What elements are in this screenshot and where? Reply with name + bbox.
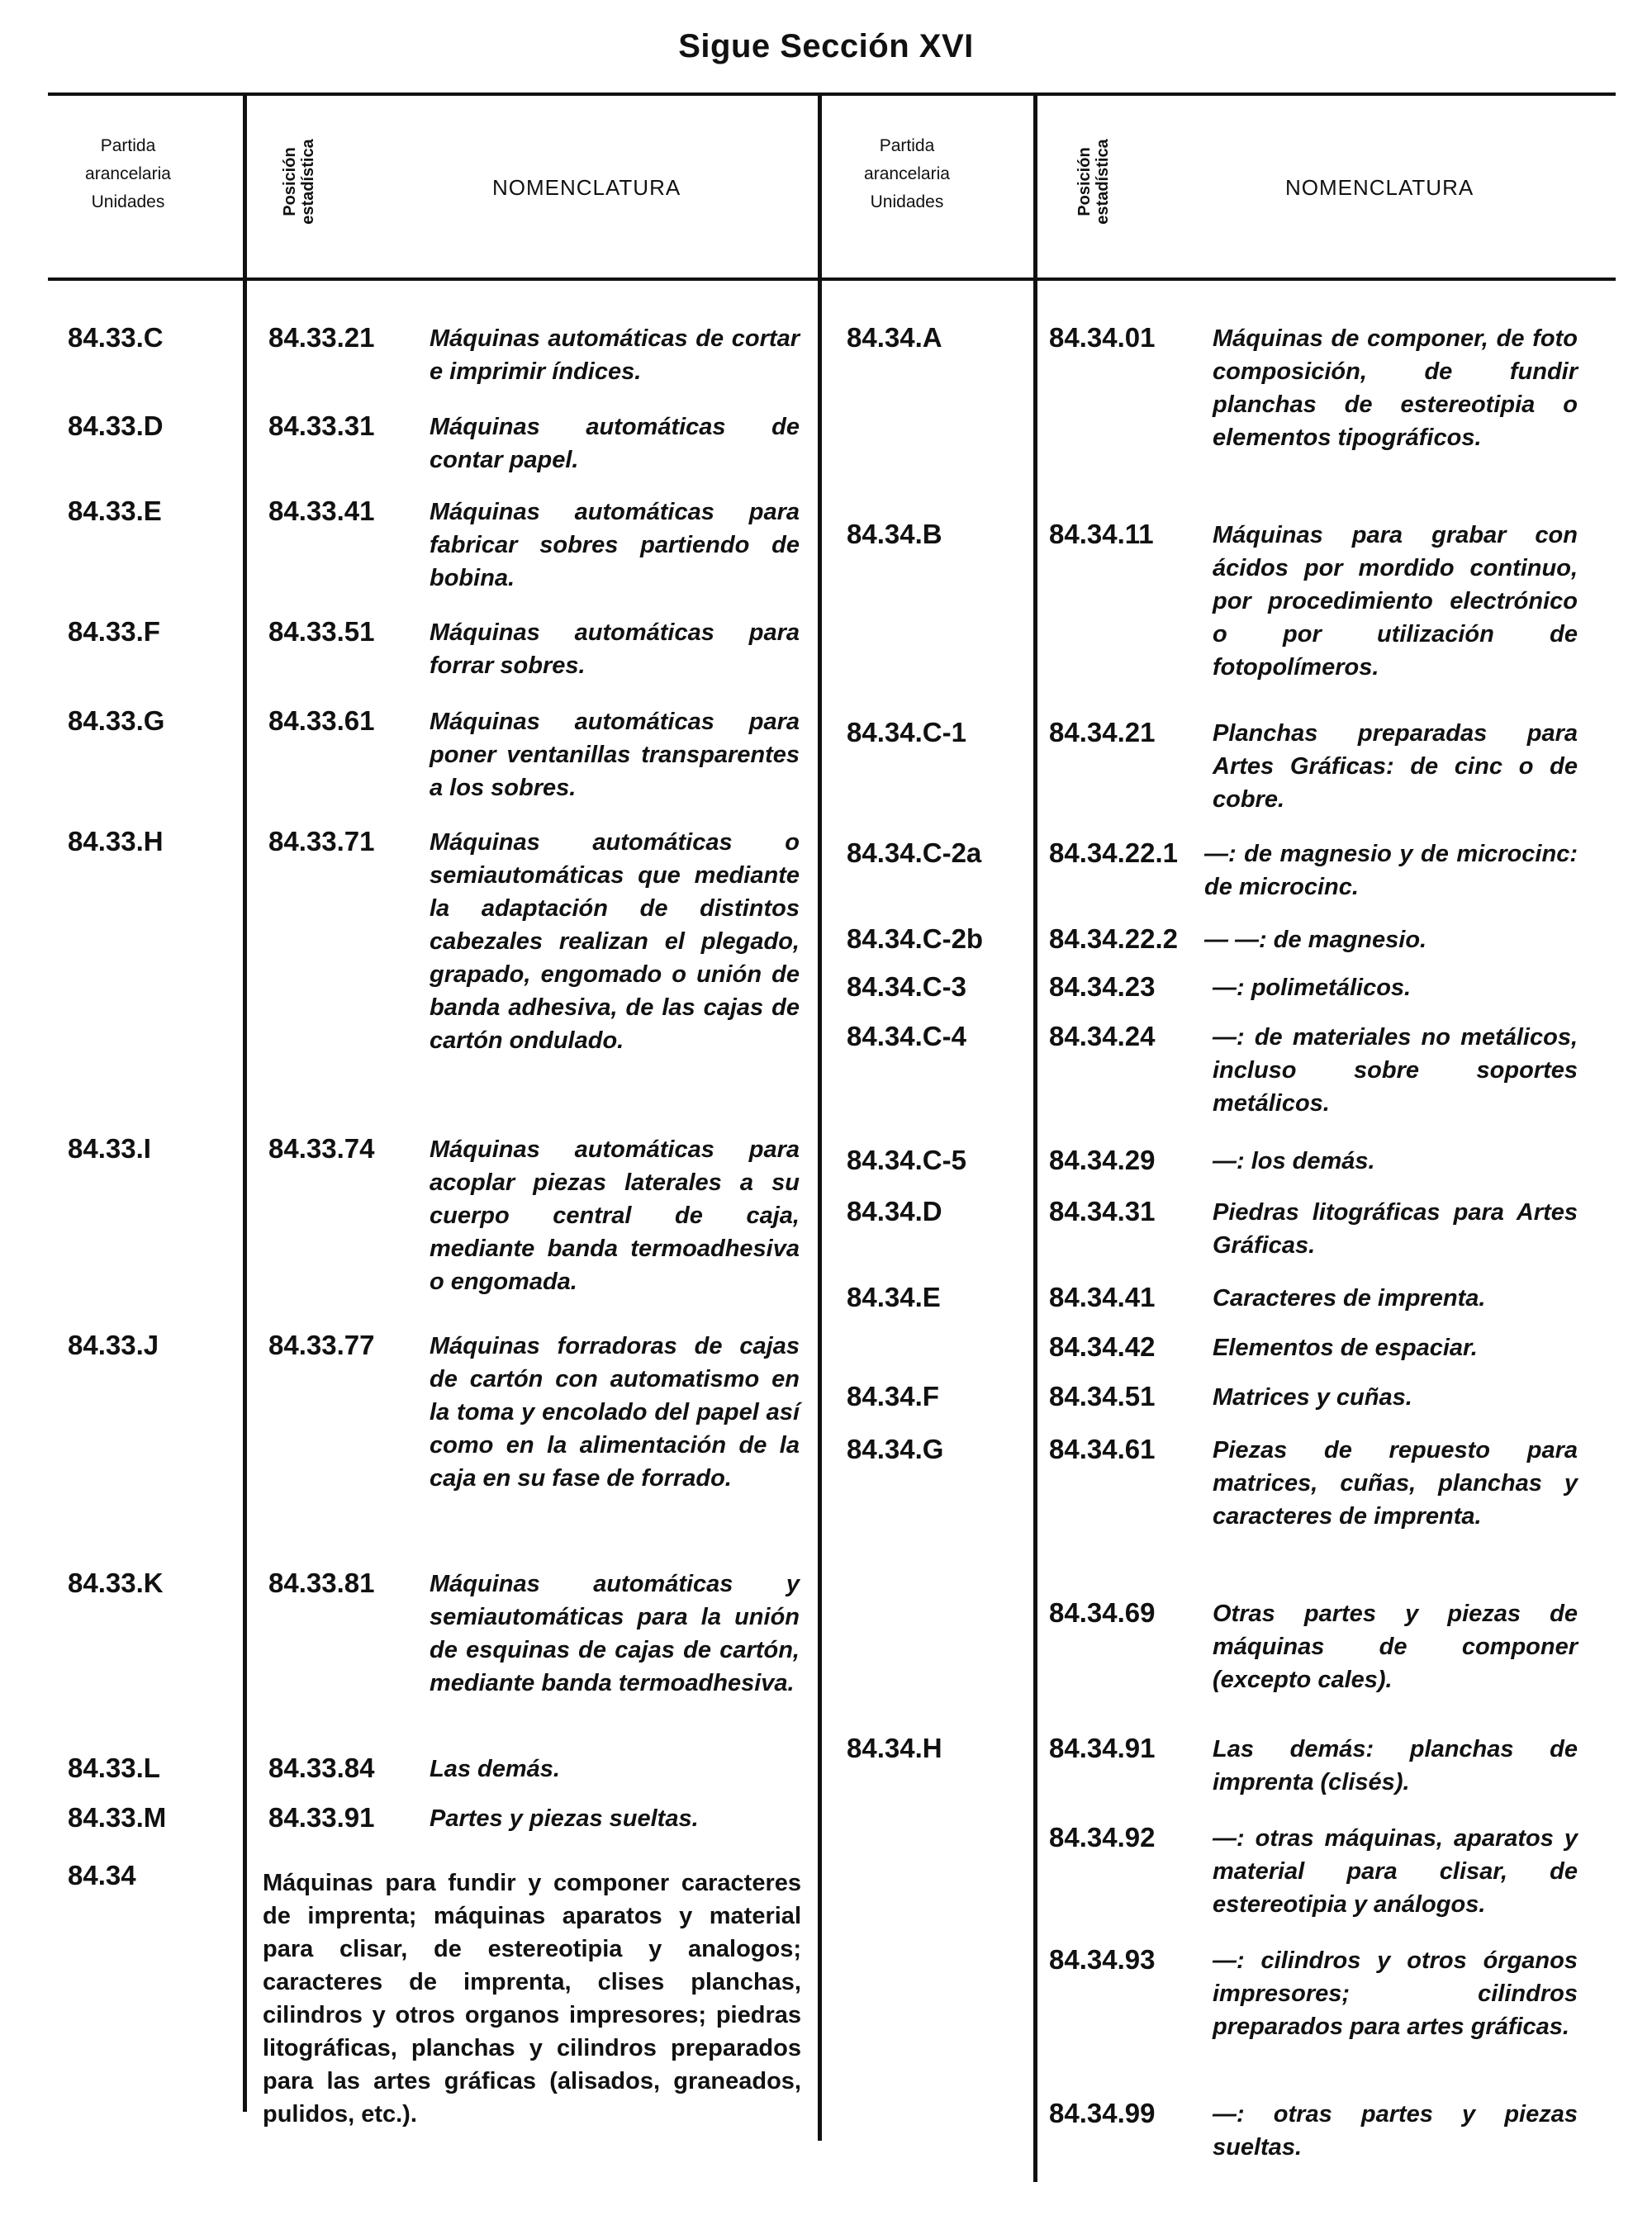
header-partida-right — [828, 132, 985, 216]
left-posicion-code: 84.33.71 — [268, 826, 375, 856]
left-posicion-code: 84.33.84 — [268, 1753, 375, 1783]
right-row-description: —: los demás. — [1213, 1148, 1375, 1174]
header-posicion-line-1: Posición — [1075, 147, 1094, 216]
right-partida-code: 84.34.C-3 — [847, 971, 966, 1002]
header-posicion-left — [281, 116, 317, 248]
right-row-description: —: cilindros y otros órganos impresores; cilindros preparados para artes gráficas. — [1213, 1947, 1578, 2040]
right-posicion-code: 84.34.21 — [1049, 717, 1156, 747]
right-partida-code: 84.34.H — [847, 1733, 942, 1763]
left-posicion-code: 84.33.21 — [268, 322, 375, 353]
left-row-description: Máquinas automáticas para fabricar sobres partiendo de bobina. — [430, 499, 800, 591]
left-partida-code: 84.33.E — [68, 496, 162, 526]
right-posicion-code: 84.34.99 — [1049, 2098, 1156, 2128]
right-posicion-code: 84.34.91 — [1049, 1733, 1156, 1763]
right-partida-code: 84.34.G — [847, 1434, 944, 1464]
right-row-description: —: de magnesio y de microcinc: de microcinc. — [1204, 841, 1578, 900]
header-partida-line-3: Unidades — [91, 192, 165, 211]
left-posicion-code: 84.33.91 — [268, 1802, 375, 1833]
left-partida-code: 84.33.J — [68, 1330, 159, 1360]
left-row-description: Máquinas automáticas para acoplar piezas laterales a su cuerpo central de caja, mediante banda termoadhesiva o engomada. — [430, 1136, 800, 1295]
header-posicion-right — [1075, 116, 1112, 248]
right-posicion-code: 84.34.92 — [1049, 1822, 1156, 1852]
right-row-description: —: de materiales no metálicos, incluso sobre soportes metálicos. — [1213, 1024, 1578, 1117]
left-posicion-code: 84.33.31 — [268, 410, 375, 441]
right-row-description: Matrices y cuñas. — [1213, 1384, 1412, 1411]
right-partida-code: 84.34.C-5 — [847, 1145, 966, 1175]
right-row-description: Otras partes y piezas de máquinas de componer (excepto cales). — [1213, 1601, 1578, 1693]
right-partida-code: 84.34.C-1 — [847, 717, 966, 747]
right-row-description: Caracteres de imprenta. — [1213, 1285, 1486, 1312]
right-row-description: Elementos de espaciar. — [1213, 1335, 1478, 1361]
left-partida-code: 84.33.G — [68, 705, 165, 736]
header-posicion-line-2: estadística — [1094, 139, 1112, 225]
left-partida-code: 84.33.M — [68, 1802, 167, 1833]
right-partida-code: 84.34.C-2a — [847, 837, 982, 868]
right-posicion-code: 84.34.11 — [1049, 519, 1154, 549]
right-partida-code: 84.34.E — [847, 1282, 941, 1312]
left-row-description: Máquinas automáticas para forrar sobres. — [430, 619, 800, 679]
right-posicion-code: 84.34.69 — [1049, 1597, 1156, 1628]
left-partida-code: 84.33.H — [68, 826, 164, 856]
heading-partida-code: 84.34 — [68, 1860, 136, 1890]
right-partida-code: 84.34.A — [847, 322, 942, 353]
right-row-description: —: otras máquinas, aparatos y material para clisar, de estereotipia y análogos. — [1213, 1825, 1578, 1918]
right-posicion-code: 84.34.24 — [1049, 1021, 1156, 1051]
left-row-description: Máquinas automáticas de contar papel. — [430, 414, 800, 473]
left-row-description: Máquinas automáticas de cortar e imprimir índices. — [430, 325, 800, 385]
left-partida-code: 84.33.I — [68, 1133, 151, 1164]
left-partida-code: 84.33.F — [68, 616, 160, 647]
right-row-description: —: otras partes y piezas sueltas. — [1213, 2101, 1578, 2161]
right-row-description: Máquinas para grabar con ácidos por mordido continuo, por procedimiento electrónico o por utilización de fotopolímeros. — [1213, 522, 1578, 681]
left-row-description: Máquinas automáticas y semiautomáticas para la unión de esquinas de cajas de cartón, mediante banda termoadhesiva. — [430, 1571, 800, 1696]
header-partida-line-1: Partida — [100, 136, 156, 155]
header-partida-line-3: Unidades — [870, 192, 944, 211]
right-partida-code: 84.34.D — [847, 1196, 942, 1226]
right-posicion-code: 84.34.01 — [1049, 322, 1156, 353]
right-partida-code: 84.34.C-4 — [847, 1021, 966, 1051]
right-posicion-code: 84.34.22.2 — [1049, 923, 1178, 954]
left-posicion-code: 84.33.51 — [268, 616, 375, 647]
left-partida-code: 84.33.D — [68, 410, 164, 441]
header-nomenclatura-right: NOMENCLATURA — [1285, 175, 1474, 200]
header-partida-line-2: arancelaria — [864, 164, 950, 183]
left-row-description: Partes y piezas sueltas. — [430, 1805, 699, 1832]
right-row-description: Planchas preparadas para Artes Gráficas: de cinc o de cobre. — [1213, 720, 1578, 813]
table-top-rule — [48, 92, 1616, 96]
header-partida-line-2: arancelaria — [85, 164, 171, 183]
right-row-description: Las demás: planchas de imprenta (clisés). — [1213, 1736, 1578, 1795]
left-row-description: Máquinas forradoras de cajas de cartón con automatismo en la toma y encolado del papel así como en la alimentación de la caja en su fase de forrado. — [430, 1333, 800, 1492]
header-posicion-line-2: estadística — [299, 139, 317, 225]
right-posicion-code: 84.34.93 — [1049, 1944, 1156, 1975]
right-row-description: Piezas de repuesto para matrices, cuñas, planchas y caracteres de imprenta. — [1213, 1437, 1578, 1530]
right-posicion-code: 84.34.23 — [1049, 971, 1156, 1002]
left-row-description: Máquinas automáticas o semiautomáticas que mediante la adaptación de distintos cabezales realizan el plegado, grapado, engomado o unión de banda adhesiva, de las cajas de cartón ondulado. — [430, 829, 800, 1054]
header-partida-left — [50, 132, 206, 216]
left-partida-code: 84.33.K — [68, 1568, 164, 1598]
left-row-description: Máquinas automáticas para poner ventanillas transparentes a los sobres. — [430, 709, 800, 801]
left-posicion-code: 84.33.61 — [268, 705, 375, 736]
right-posicion-code: 84.34.61 — [1049, 1434, 1156, 1464]
header-partida-line-1: Partida — [879, 136, 935, 155]
right-row-description: Piedras litográficas para Artes Gráficas. — [1213, 1199, 1578, 1259]
right-posicion-code: 84.34.22.1 — [1049, 837, 1178, 868]
header-posicion-line-1: Posición — [281, 147, 299, 216]
right-posicion-code: 84.34.51 — [1049, 1381, 1156, 1411]
left-posicion-code: 84.33.77 — [268, 1330, 375, 1360]
right-row-description: Máquinas de componer, de foto composición, de fundir planchas de estereotipia o elementos tipográficos. — [1213, 325, 1578, 451]
header-nomenclatura-left: NOMENCLATURA — [492, 175, 681, 200]
right-posicion-code: 84.34.31 — [1049, 1196, 1156, 1226]
right-row-description: — —: de magnesio. — [1204, 927, 1427, 953]
column-divider-middle — [818, 92, 822, 2141]
right-row-description: —: polimetálicos. — [1213, 975, 1412, 1001]
right-posicion-code: 84.34.29 — [1049, 1145, 1156, 1175]
left-posicion-code: 84.33.41 — [268, 496, 375, 526]
column-divider-right-1 — [1033, 92, 1037, 2182]
right-partida-code: 84.34.B — [847, 519, 942, 549]
right-posicion-code: 84.34.42 — [1049, 1331, 1156, 1362]
header-bottom-rule — [48, 278, 1616, 281]
right-partida-code: 84.34.F — [847, 1381, 939, 1411]
page-title: Sigue Sección XVI — [678, 28, 974, 64]
heading-description: Máquinas para fundir y componer caracteres de imprenta; máquinas aparatos y material para clisar, de estereotipia y analogos; caracteres de imprenta, clises planchas, cilindros y otros organos impresores; piedras litográficas, planchas y cilindros preparados para las artes gráficas (alisados, graneados, pulidos, etc.). — [263, 1870, 801, 2128]
right-posicion-code: 84.34.41 — [1049, 1282, 1156, 1312]
right-partida-code: 84.34.C-2b — [847, 923, 984, 954]
left-partida-code: 84.33.C — [68, 322, 164, 353]
left-posicion-code: 84.33.74 — [268, 1133, 375, 1164]
left-posicion-code: 84.33.81 — [268, 1568, 375, 1598]
left-row-description: Las demás. — [430, 1756, 560, 1782]
column-divider-left-1 — [243, 92, 247, 2112]
left-partida-code: 84.33.L — [68, 1753, 160, 1783]
